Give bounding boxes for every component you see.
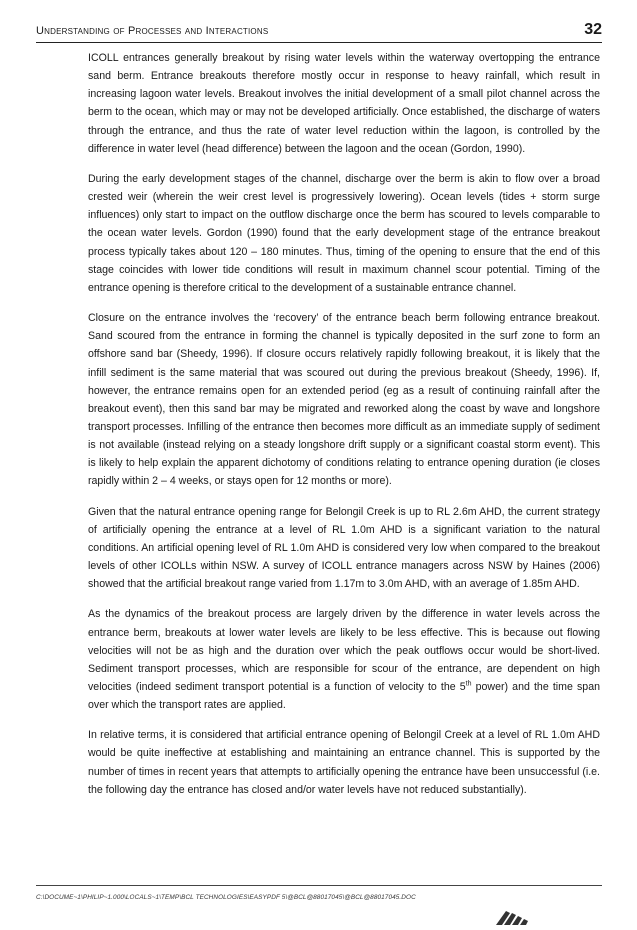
header-title: Understanding of Processes and Interactions	[36, 25, 269, 37]
paragraph: ICOLL entrances generally breakout by rising water levels within the waterway overtopping the entrance sand berm. Entrance breakouts therefore mostly occur in response to heavy rainfall, which result in increasing lagoon water levels. Breakout involves the initial development of a small pilot channel across the berm to the ocean, which may or may not be developed artificially. Once established, the discharge of waters through the entrance, and thus the rate of water level reduction within the lagoon, is controlled by the difference in water level (head difference) between the lagoon and the ocean (Gordon, 1990).	[88, 52, 600, 155]
footer-file-path: C:\DOCUME~1\PHILIP~1.000\LOCALS~1\TEMP\BCL TECHNOLOGIES\EASYPDF 5\@BCL@88017045\@BCL@88017045.DOC	[36, 894, 416, 901]
paragraph: During the early development stages of the channel, discharge over the berm is akin to flow over a broad crested weir (wherein the weir crest level is progressively lowering). Ocean levels (tides + storm surge influences) only start to impact on the outflow discharge once the berm has scoured to levels comparable to the ocean water levels. Gordon (1990) found that the early development stage of the entrance breakout process typically takes about 120 – 180 minutes. Thus, timing of the opening to ensure that the end of this stage coincides with lower tide conditions will result in maximum channel scour potential. Timing of the entrance opening is therefore critical to the development of a sustainable entrance channel.	[88, 172, 600, 294]
paragraph: In relative terms, it is considered that artificial entrance opening of Belongil Creek at a level of RL 1.0m AHD would be quite ineffective at establishing and maintaining an entrance channel. This is supported by the number of times in recent years that attempts to artificially opening the entrance have been unsuccessful (i.e. the following day the entrance has closed and/or water levels have not reduced substantially).	[88, 729, 600, 796]
page-header	[36, 22, 602, 43]
body-text	[88, 49, 600, 811]
paragraph-text: power) and the time span over which the transport rates are applied.	[88, 681, 600, 712]
company-logo-icon	[494, 905, 534, 930]
paragraph	[88, 605, 600, 714]
superscript: th	[465, 680, 472, 688]
paragraph-text: As the dynamics of the breakout process are largely driven by the difference in water levels across the entrance berm, breakouts at lower water levels are likely to be less effective. This is because out flowing velocities will not be as high and the duration over which the peak outflows occur would be short-lived. Sediment transport processes, which are responsible for scour of the entrance, are dependent on high velocities (indeed sediment transport potential is a function of velocity to the 5	[88, 608, 600, 693]
page-number: 32	[584, 21, 602, 38]
paragraph: Closure on the entrance involves the ‘recovery’ of the entrance beach berm following entrance breakout. Sand scoured from the entrance in forming the channel is typically deposited in the surf zone to form an offshore sand bar (Sheedy, 1996). If closure occurs relatively rapidly following breakout, it is likely that the infill sediment is the same material that was scoured out during the previous breakout (Sheedy, 1996). If, however, the entrance remains open for an extended period (eg as a result of continuing rainfall after the breakout event), then this sand bar may be migrated and reworked along the coast by wave and longshore transport processes. Infilling of the entrance then becomes more difficult as an immediate supply of sediment is not available (instead relying on a steady longshore drift supply or a significant coastal storm event). This is likely to help explain the apparent dichotomy of conditions relating to entrance opening duration (ie closes rapidly within 2 – 4 weeks, or stays open for 12 months or more).	[88, 312, 600, 488]
paragraph: Given that the natural entrance opening range for Belongil Creek is up to RL 2.6m AHD, the current strategy of artificially opening the entrance at a level of RL 1.0m AHD is a significant variation to the natural conditions. An artificial opening level of RL 1.0m AHD is considered very low when compared to the breakout levels of other ICOLLs within NSW. A survey of ICOLL entrance managers across NSW by Haines (2006) showed that the artificial breakout range varied from 1.17m to 3.0m AHD, with an average of 1.85m AHD.	[88, 505, 600, 591]
footer-divider	[36, 885, 602, 886]
